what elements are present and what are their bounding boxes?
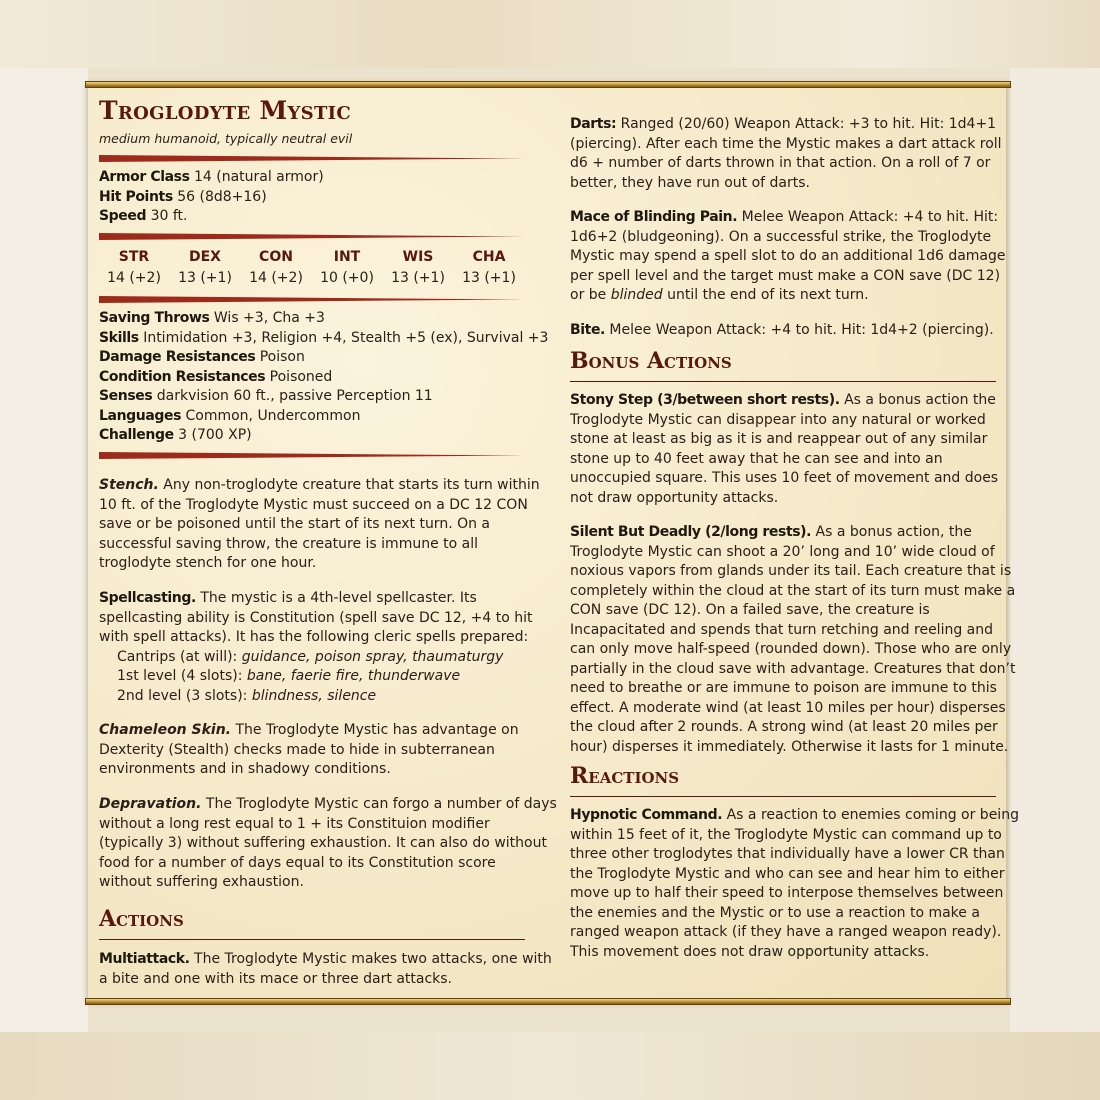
condition-resistances-line: Condition Resistances Poisoned bbox=[99, 368, 333, 385]
bonus-silent-text: CON save (DC 12). On a failed save, the creature is bbox=[570, 602, 930, 618]
languages-line: Languages Common, Undercommon bbox=[99, 407, 361, 424]
divider bbox=[99, 233, 525, 240]
monster-name: Troglodyte Mystic bbox=[99, 96, 351, 125]
divider bbox=[99, 296, 525, 303]
ability-str: STR 14 (+2) bbox=[107, 249, 161, 286]
reaction-hypnotic-text: three other troglodytes that individually have a lower CR than bbox=[570, 846, 1005, 862]
spell-list-1st: 1st level (4 slots): bane, faerie fire, thunderwave bbox=[117, 668, 461, 684]
trait-depravation-text: (typically 3) without suffering exhaustion. It can also do without bbox=[99, 835, 547, 851]
bonus-actions-heading: Bonus Actions bbox=[570, 348, 732, 374]
bonus-stony-step-text: not draw opportunity attacks. bbox=[570, 489, 779, 506]
challenge-line: Challenge 3 (700 XP) bbox=[99, 427, 252, 443]
reaction-hypnotic-text: ranged weapon attack (if they have a ranged weapon ready). bbox=[570, 924, 1002, 940]
bonus-silent-text: partially in the cloud save with advantage. Creatures that don’t bbox=[570, 660, 1016, 677]
trait-stench-text: 10 ft. of the Troglodyte Mystic must succeed on a DC 12 CON bbox=[99, 496, 528, 513]
reaction-hypnotic-text: the enemies and the Mystic or to use a reaction to make a bbox=[570, 904, 980, 921]
action-mace-text: per spell level and the target must make a CON save (DC 12) bbox=[570, 267, 1001, 284]
trait-depravation: Depravation. The Troglodyte Mystic can forgo a number of days bbox=[99, 796, 557, 812]
reaction-hypnotic-command: Hypnotic Command. As a reaction to enemies coming or being bbox=[570, 807, 1019, 823]
ability-cha: CHA 13 (+1) bbox=[462, 249, 516, 286]
reactions-heading: Reactions bbox=[570, 763, 680, 789]
trait-chameleon-text: environments and in shadowy conditions. bbox=[99, 761, 391, 777]
spell-list-2nd: 2nd level (3 slots): blindness, silence bbox=[117, 687, 377, 704]
trait-depravation-text: without a long rest equal to 1 + its Constituion modifier bbox=[99, 815, 490, 832]
trait-depravation-text: without suffering exhaustion. bbox=[99, 874, 304, 890]
bonus-silent-text: Incapacitated and spends that turn retching and reeling and bbox=[570, 621, 994, 638]
bonus-stony-step-text: stone up to 40 feet away that he can see and into an bbox=[570, 450, 943, 467]
bonus-stony-step: Stony Step (3/between short rests). As a bonus action the bbox=[570, 392, 996, 408]
ability-wis: WIS 13 (+1) bbox=[391, 249, 445, 286]
trait-spellcasting-text: with spell attacks). It has the following cleric spells prepared: bbox=[99, 629, 529, 645]
divider bbox=[99, 155, 525, 162]
bonus-silent-but-deadly: Silent But Deadly (2/long rests). As a bonus action, the bbox=[570, 524, 972, 540]
skills-line: Skills Intimidation +3, Religion +4, Stealth +5 (ex), Survival +3 bbox=[99, 329, 549, 346]
bonus-stony-step-text: stone at least as big as it is and reappear out of any similar bbox=[570, 431, 988, 447]
stat-block-page bbox=[88, 84, 1019, 1002]
action-bite: Bite. Melee Weapon Attack: +4 to hit. Hit: 1d4+2 (piercing). bbox=[570, 322, 994, 338]
trait-spellcasting-text: spellcasting ability is Constitution (spell save DC 12, +4 to hit bbox=[99, 609, 533, 626]
reaction-hypnotic-text: This movement does not draw opportunity attacks. bbox=[570, 943, 930, 960]
heading-rule bbox=[570, 796, 996, 797]
trait-stench-text: save or be poisoned until the start of its next turn. On a bbox=[99, 516, 491, 532]
ability-int: INT 10 (+0) bbox=[320, 249, 374, 286]
trait-stench-text: successful saving throw, the creature is immune to all bbox=[99, 535, 478, 552]
damage-resistances-line: Damage Resistances Poison bbox=[99, 349, 305, 365]
bonus-stony-step-text: unoccupied square. This uses 10 feet of movement and does bbox=[570, 470, 999, 486]
bonus-silent-text: Troglodyte Mystic can shoot a 20’ long and 10’ wide cloud of bbox=[570, 543, 995, 560]
bonus-silent-text: can only move half-speed (rounded down). Those who are only bbox=[570, 641, 1012, 657]
trait-chameleon: Chameleon Skin. The Troglodyte Mystic has advantage on bbox=[99, 722, 519, 738]
action-multiattack: Multiattack. The Troglodyte Mystic makes two attacks, one with bbox=[99, 951, 552, 967]
bonus-silent-text: the cloud after 2 rounds. A strong wind (at least 20 miles per bbox=[570, 719, 998, 735]
senses-line: Senses darkvision 60 ft., passive Perception 11 bbox=[99, 388, 433, 404]
hit-points-line: Hit Points 56 (8d8+16) bbox=[99, 188, 267, 205]
background-left bbox=[0, 68, 88, 1032]
action-mace-text: or be blinded until the end of its next turn. bbox=[570, 287, 869, 303]
bonus-silent-text: noxious vapors from glands under its tail. Each creature that is bbox=[570, 563, 1012, 579]
trait-depravation-text: food for a number of days equal to its Constitution score bbox=[99, 854, 496, 871]
bonus-silent-text: hour) disperses it immediately. Otherwise it lasts for 1 minute. bbox=[570, 738, 1009, 755]
action-darts: Darts: Ranged (20/60) Weapon Attack: +3 to hit. Hit: 1d4+1 bbox=[570, 116, 997, 132]
action-darts-text: d6 + number of darts thrown in that action. On a roll of 7 or bbox=[570, 155, 991, 171]
action-mace-text: 1d6+2 (bludgeoning). On a successful strike, the Troglodyte bbox=[570, 228, 992, 245]
reaction-hypnotic-text: move up to half their speed to interpose themselves between bbox=[570, 885, 1004, 901]
action-mace-text: Mystic may spend a spell slot to do an additional 1d6 damage bbox=[570, 248, 1006, 264]
reaction-hypnotic-text: within 15 feet of it, the Troglodyte Mystic can command up to bbox=[570, 826, 1002, 843]
heading-rule bbox=[99, 939, 525, 940]
saving-throws-line: Saving Throws Wis +3, Cha +3 bbox=[99, 310, 325, 326]
heading-rule bbox=[570, 381, 996, 382]
action-mace: Mace of Blinding Pain. Melee Weapon Attack: +4 to hit. Hit: bbox=[570, 209, 999, 225]
action-multiattack-text: a bite and one with its mace or three dart attacks. bbox=[99, 970, 453, 987]
bonus-silent-text: completely within the cloud at the start of its turn must make a bbox=[570, 582, 1016, 599]
divider bbox=[99, 452, 525, 459]
trait-stench-text: troglodyte stench for one hour. bbox=[99, 555, 317, 571]
top-border bbox=[85, 81, 1011, 88]
speed-line: Speed 30 ft. bbox=[99, 208, 188, 224]
ability-dex: DEX 13 (+1) bbox=[178, 249, 232, 286]
reaction-hypnotic-text: the Troglodyte Mystic and who can see and hear him to either bbox=[570, 865, 1005, 882]
background-bottom bbox=[0, 1032, 1100, 1100]
bonus-silent-text: effect. A moderate wind (at least 10 miles per hour) disperses bbox=[570, 699, 1006, 716]
monster-type: medium humanoid, typically neutral evil bbox=[99, 131, 353, 146]
bonus-stony-step-text: Troglodyte Mystic can disappear into any natural or worked bbox=[570, 411, 986, 428]
actions-heading: Actions bbox=[99, 906, 184, 932]
armor-class-line: Armor Class 14 (natural armor) bbox=[99, 169, 324, 185]
bottom-border bbox=[85, 998, 1011, 1005]
action-darts-text: better, they have run out of darts. bbox=[570, 174, 810, 191]
action-darts-text: (piercing). After each time the Mystic makes a dart attack roll bbox=[570, 135, 1002, 152]
background-top bbox=[0, 0, 1100, 68]
bonus-silent-text: need to breathe or are immune to poison are immune to this bbox=[570, 680, 997, 696]
trait-chameleon-text: Dexterity (Stealth) checks made to hide in subterranean bbox=[99, 741, 495, 758]
ability-con: CON 14 (+2) bbox=[249, 249, 303, 286]
trait-stench: Stench. Any non-troglodyte creature that starts its turn within bbox=[99, 477, 540, 493]
spell-list-cantrips: Cantrips (at will): guidance, poison spray, thaumaturgy bbox=[117, 648, 504, 665]
background-right bbox=[1010, 68, 1100, 1032]
trait-spellcasting: Spellcasting. The mystic is a 4th-level spellcaster. Its bbox=[99, 590, 477, 606]
